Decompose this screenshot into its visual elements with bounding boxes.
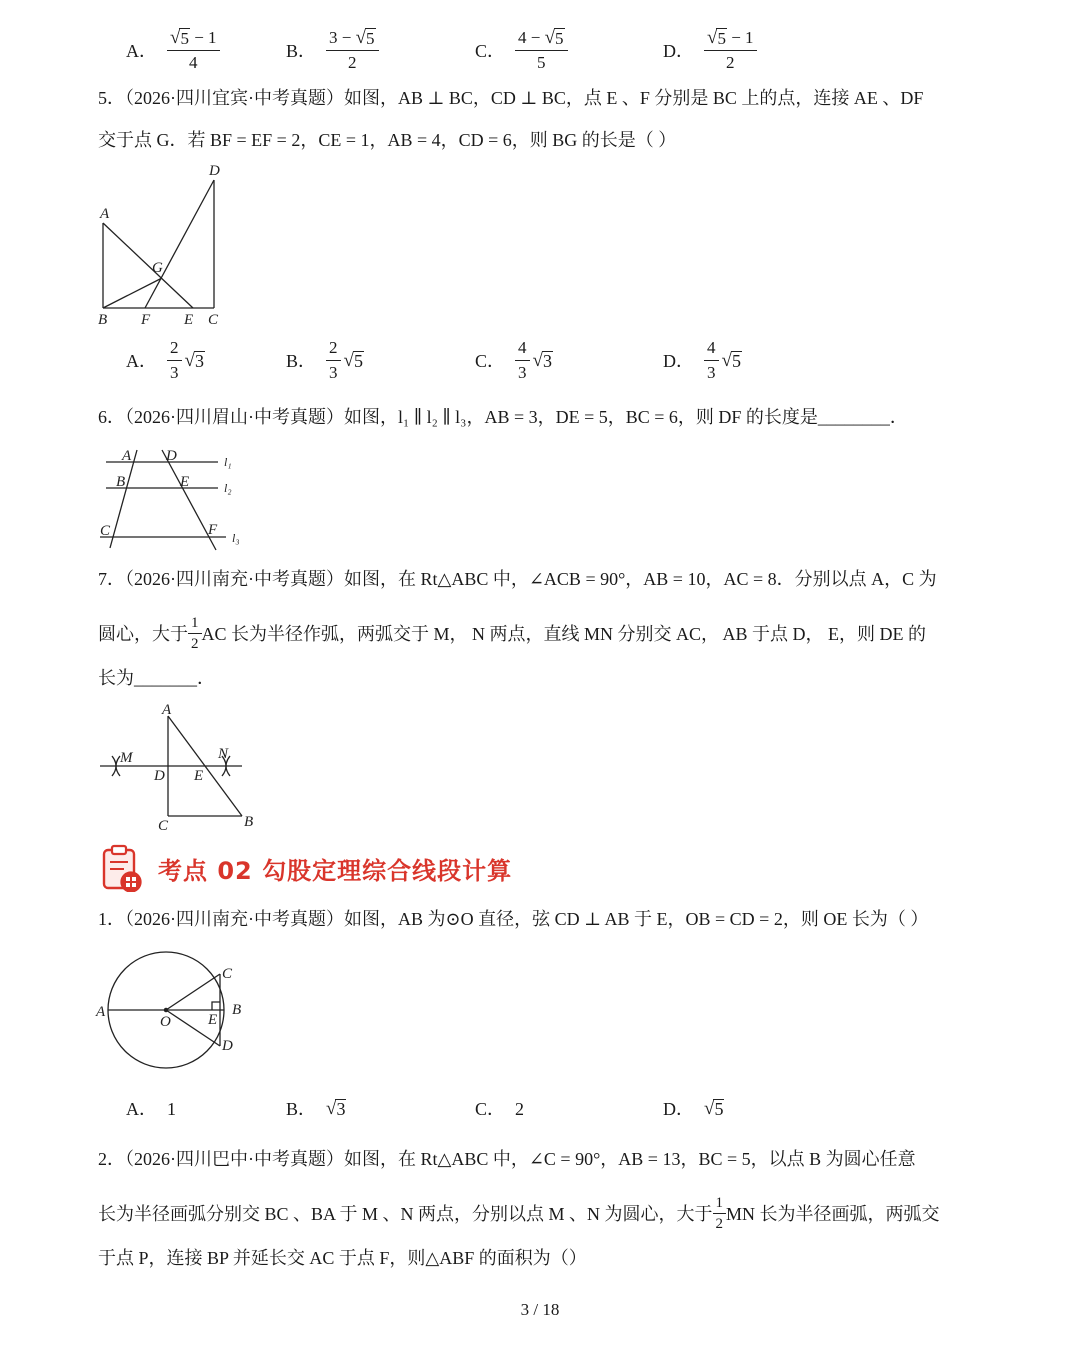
option-label: D． xyxy=(663,40,694,61)
q4-option-b xyxy=(286,28,379,73)
label-b: B xyxy=(244,814,254,830)
fraction-half: $\frac{1}{2}$ xyxy=(188,615,202,652)
label-l2: l₂ xyxy=(224,481,232,495)
q4-option-c xyxy=(475,28,568,73)
q5-option-a: A． $\frac{2}{3}$ √ 3 xyxy=(126,338,204,382)
q6-stem: 6．（2026·四川眉山·中考真题）如图，l₁ ∥ l₂ ∥ l₃，AB = 3，DE = 5，BC = 6，则 DF 的长度是________． xyxy=(98,407,908,427)
s2q1-option-c: C． 2 xyxy=(475,1099,525,1119)
q5-option-b: B． $\frac{2}{3}$ √ 5 xyxy=(286,338,363,382)
label-b: B xyxy=(232,1002,242,1018)
fraction-half: $\frac{1}{2}$ xyxy=(713,1195,727,1232)
label-m: M xyxy=(120,750,133,766)
s2q1-option-b: B． √ 3 xyxy=(286,1098,346,1119)
s2q1-option-d: D． √ 5 xyxy=(663,1098,724,1119)
right-angle-mark xyxy=(212,1002,220,1010)
q6-figure xyxy=(92,440,262,555)
label-e: E xyxy=(180,474,190,490)
option-label: B． xyxy=(286,40,317,61)
section-header xyxy=(98,843,512,893)
label-l3: l₃ xyxy=(232,531,240,545)
label-d: D xyxy=(166,448,177,464)
fraction: √ 5 − 1 4 xyxy=(167,28,220,73)
s2q1-option-a: A． 1 xyxy=(126,1099,176,1119)
label-e: E xyxy=(194,768,204,784)
label-b: B xyxy=(116,474,126,490)
label-e: E xyxy=(208,1012,218,1028)
segment-ae xyxy=(103,223,193,308)
q7-stem-line3: 长为_______． xyxy=(98,668,215,688)
label-a: A xyxy=(122,448,132,464)
q4-option-a xyxy=(126,28,220,73)
q5-figure xyxy=(90,158,240,333)
label-b: B xyxy=(98,312,108,328)
q5-stem-line2: 交于点 G．若 BF = EF = 2，CE = 1，AB = 4，CD = 6，则 BG 的长是（ ） xyxy=(98,130,677,150)
transversal-abc xyxy=(110,450,137,548)
label-d: D xyxy=(222,1038,233,1054)
s2q2-stem-line3: 于点 P，连接 BP 并延长交 AC 于点 F，则△ABF 的面积为（） xyxy=(98,1248,587,1268)
center-dot xyxy=(164,1008,167,1011)
label-a: A xyxy=(100,206,110,222)
label-f: F xyxy=(141,312,151,328)
label-a: A xyxy=(96,1004,106,1020)
label-c: C xyxy=(100,523,111,539)
q4-option-d xyxy=(663,28,757,73)
fraction: 4 − √ 5 5 xyxy=(515,28,568,73)
label-d: D xyxy=(154,768,165,784)
q5-option-c: C． $\frac{4}{3}$ √ 3 xyxy=(475,338,552,382)
q7-figure xyxy=(92,698,272,838)
label-f: F xyxy=(208,522,218,538)
label-g: G xyxy=(152,260,163,276)
label-d: D xyxy=(209,163,220,179)
label-n: N xyxy=(218,746,229,762)
clipboard-icon xyxy=(98,844,144,892)
label-c: C xyxy=(208,312,219,328)
q5-option-d: D． $\frac{4}{3}$ √ 5 xyxy=(663,338,741,382)
s2q1-stem: 1．（2026·四川南充·中考真题）如图，AB 为⊙O 直径，弦 CD ⊥ AB 于 E，OB = CD = 2，则 OE 长为（ ） xyxy=(98,909,929,929)
label-l1: l₁ xyxy=(224,455,232,469)
section-title: 考点 02 勾股定理综合线段计算 xyxy=(158,856,513,885)
label-o: O xyxy=(160,1014,171,1030)
label-c: C xyxy=(158,818,169,834)
s2q2-stem-line2: 长为半径画弧分别交 BC 、BA 于 M 、N 两点，分别以点 M 、N 为圆心，大于 $\frac{1}{2}$ MN 长为半径画弧，两弧交 xyxy=(98,1195,940,1232)
page-number: 3 / 18 xyxy=(520,1300,560,1319)
q7-stem-line1: 7．（2026·四川南充·中考真题）如图，在 Rt△ABC 中，∠ACB = 90°，AB = 10，AC = 8．分别以点 A，C 为 xyxy=(98,569,937,589)
fraction: 3 − √ 5 2 xyxy=(326,28,379,73)
option-label: A． xyxy=(126,40,157,61)
fraction: √ 5 − 1 2 xyxy=(704,28,757,73)
label-e: E xyxy=(184,312,194,328)
q7-stem-line2: 圆心，大于 $\frac{1}{2}$ AC 长为半径作弧，两弧交于 M， N 两点，直线 MN 分别交 AC， AB 于点 D， E，则 DE 的 xyxy=(98,615,927,652)
option-label: C． xyxy=(475,40,506,61)
q5-stem-line1: 5．（2026·四川宜宾·中考真题）如图，AB ⊥ BC，CD ⊥ BC，点 E 、F 分别是 BC 上的点，连接 AE 、DF xyxy=(98,88,924,108)
label-a: A xyxy=(162,702,172,718)
segment-df xyxy=(145,180,214,308)
s2q2-stem-line1: 2．（2026·四川巴中·中考真题）如图，在 Rt△ABC 中，∠C = 90°，AB = 13，BC = 5，以点 B 为圆心任意 xyxy=(98,1149,916,1169)
label-c: C xyxy=(222,966,233,982)
s2q1-figure xyxy=(92,948,252,1073)
